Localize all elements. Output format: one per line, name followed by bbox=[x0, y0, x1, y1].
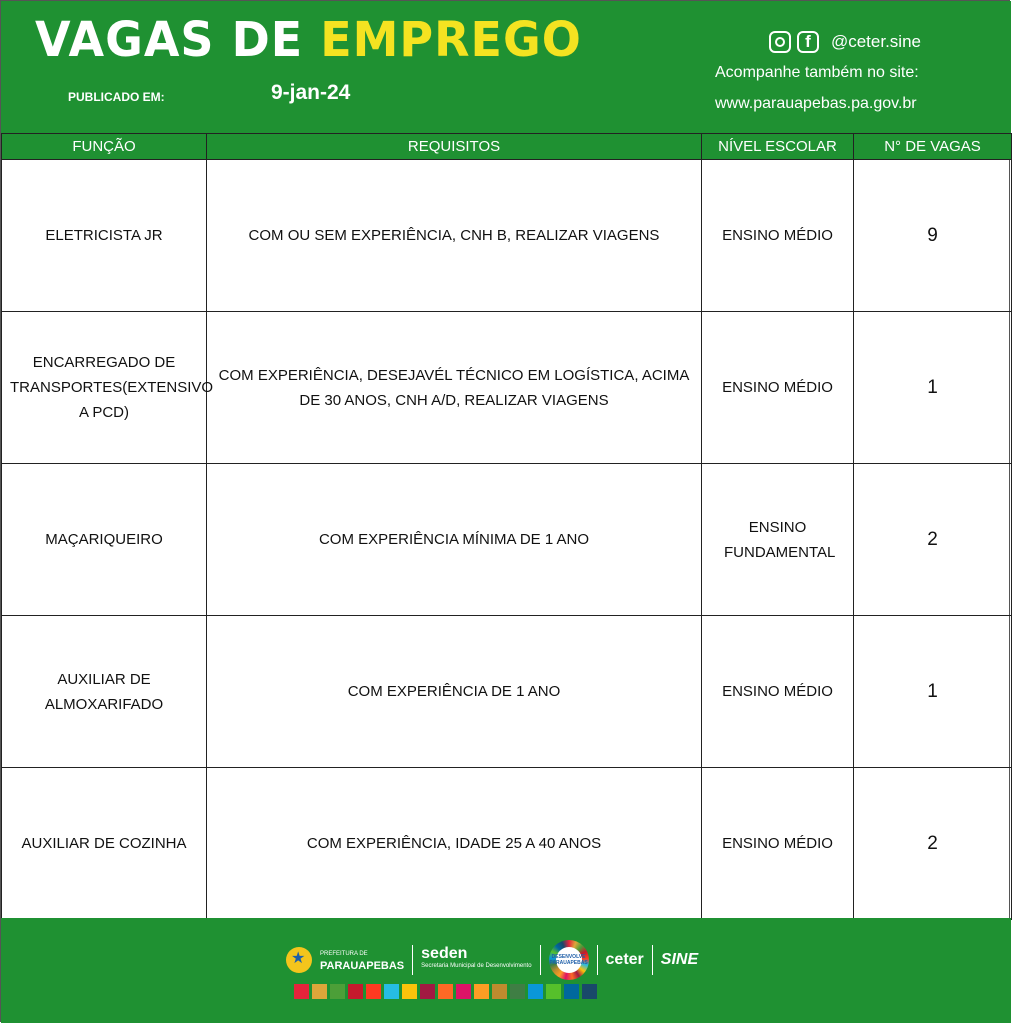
parauapebas-logo-icon bbox=[286, 947, 312, 973]
sdg-goal-icon bbox=[402, 984, 417, 999]
table-row bbox=[2, 160, 1012, 312]
logo-sine: SINE bbox=[660, 951, 699, 968]
cell-funcao: MAÇARIQUEIRO bbox=[2, 464, 207, 616]
title-white: VAGAS DE bbox=[35, 10, 304, 68]
cell-requisitos: COM EXPERIÊNCIA DE 1 ANO bbox=[207, 616, 702, 768]
cell-vagas: 2 bbox=[854, 464, 1012, 616]
title-yellow: EMPREGO bbox=[320, 10, 582, 68]
sdg-icons-strip bbox=[294, 984, 597, 999]
table-row bbox=[2, 768, 1012, 920]
published-label: PUBLICADO EM: bbox=[68, 90, 165, 104]
logo-ceter: ceter bbox=[605, 951, 644, 968]
cell-requisitos: COM EXPERIÊNCIA, IDADE 25 A 40 ANOS bbox=[207, 768, 702, 920]
sdg-goal-icon bbox=[294, 984, 309, 999]
table-row bbox=[2, 312, 1012, 464]
divider bbox=[540, 945, 541, 975]
column-header-vagas: N° DE VAGAS bbox=[854, 134, 1012, 160]
facebook-icon[interactable]: f bbox=[797, 31, 819, 53]
cell-requisitos: COM EXPERIÊNCIA, DESEJAVÉL TÉCNICO EM LOGÍSTICA, ACIMA DE 30 ANOS, CNH A/D, REALIZAR VIAGENS bbox=[207, 312, 702, 464]
cell-nivel: ENSINO MÉDIO bbox=[702, 160, 854, 312]
divider bbox=[597, 945, 598, 975]
sdg-goal-icon bbox=[366, 984, 381, 999]
cell-nivel: ENSINO MÉDIO bbox=[702, 616, 854, 768]
cell-nivel: ENSINO MÉDIO bbox=[702, 768, 854, 920]
cell-nivel: ENSINO MÉDIO bbox=[702, 312, 854, 464]
sdg-goal-icon bbox=[438, 984, 453, 999]
sdg-goal-icon bbox=[456, 984, 471, 999]
sdg-goal-icon bbox=[510, 984, 525, 999]
sdg-goal-icon bbox=[348, 984, 363, 999]
column-header-requisitos: REQUISITOS bbox=[207, 134, 702, 160]
logo-parauapebas: PREFEITURA DE PARAUAPEBAS bbox=[320, 951, 405, 972]
site-url[interactable]: www.parauapebas.pa.gov.br bbox=[715, 95, 917, 112]
column-header-nivel: NÍVEL ESCOLAR bbox=[702, 134, 854, 160]
sdg-goal-icon bbox=[384, 984, 399, 999]
divider bbox=[412, 945, 413, 975]
sdg-goal-icon bbox=[564, 984, 579, 999]
site-label: Acompanhe também no site: bbox=[715, 64, 919, 81]
page-title bbox=[35, 8, 582, 71]
cell-funcao: AUXILIAR DE ALMOXARIFADO bbox=[2, 616, 207, 768]
header-banner bbox=[1, 1, 1011, 133]
ods-logo-icon: DESENVOLVE PARAUAPEBAS bbox=[549, 940, 589, 980]
sdg-goal-icon bbox=[420, 984, 435, 999]
sdg-goal-icon bbox=[582, 984, 597, 999]
cell-funcao: ENCARREGADO DE TRANSPORTES(EXTENSIVO A PCD) bbox=[2, 312, 207, 464]
instagram-icon[interactable] bbox=[769, 31, 791, 53]
cell-vagas: 1 bbox=[854, 616, 1012, 768]
logo-seden: seden Secretaria Municipal de Desenvolvimento bbox=[421, 945, 532, 969]
sdg-goal-icon bbox=[312, 984, 327, 999]
column-header-funcao: FUNÇÃO bbox=[2, 134, 207, 160]
sdg-goal-icon bbox=[330, 984, 345, 999]
table-row bbox=[2, 464, 1012, 616]
cell-funcao: ELETRICISTA JR bbox=[2, 160, 207, 312]
cell-funcao: AUXILIAR DE COZINHA bbox=[2, 768, 207, 920]
social-block bbox=[769, 31, 921, 53]
cell-nivel: ENSINO FUNDAMENTAL bbox=[702, 464, 854, 616]
sdg-goal-icon bbox=[474, 984, 489, 999]
cell-vagas: 9 bbox=[854, 160, 1012, 312]
cell-vagas: 2 bbox=[854, 768, 1012, 920]
sdg-goal-icon bbox=[546, 984, 561, 999]
footer-banner bbox=[1, 918, 1011, 1023]
cell-requisitos: COM EXPERIÊNCIA MÍNIMA DE 1 ANO bbox=[207, 464, 702, 616]
cell-vagas: 1 bbox=[854, 312, 1012, 464]
sdg-goal-icon bbox=[492, 984, 507, 999]
cell-requisitos: COM OU SEM EXPERIÊNCIA, CNH B, REALIZAR VIAGENS bbox=[207, 160, 702, 312]
partner-logos bbox=[286, 940, 698, 980]
social-handle[interactable]: @ceter.sine bbox=[830, 32, 921, 51]
table-header-row bbox=[2, 134, 1012, 160]
divider bbox=[652, 945, 653, 975]
sdg-goal-icon bbox=[528, 984, 543, 999]
published-date: 9-jan-24 bbox=[271, 81, 351, 104]
table-row bbox=[2, 616, 1012, 768]
jobs-table bbox=[1, 133, 1012, 920]
